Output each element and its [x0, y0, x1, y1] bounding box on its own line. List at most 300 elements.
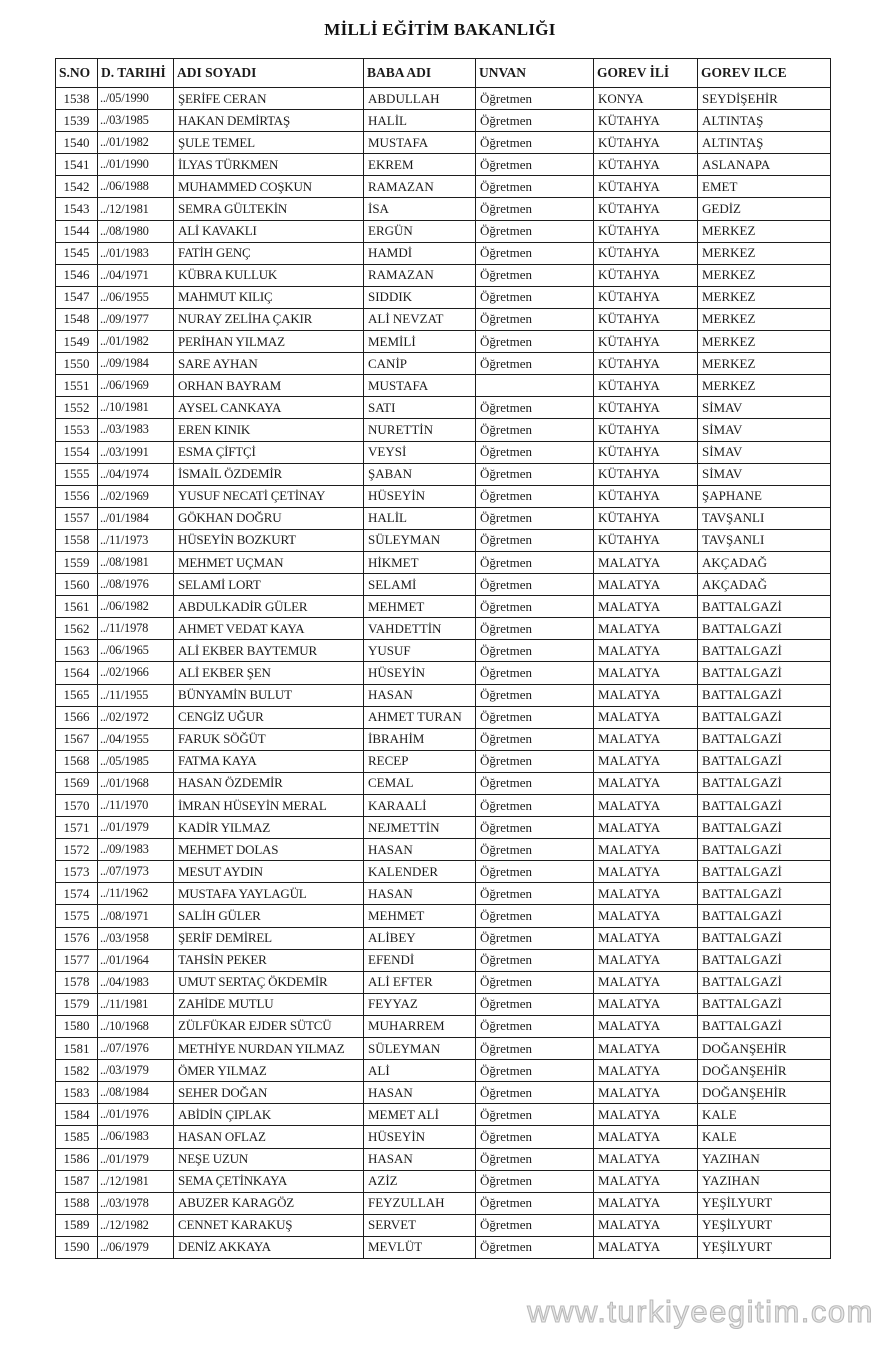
table-header-cell: ADI SOYADI — [174, 59, 364, 88]
table-cell: KÜTAHYA — [594, 176, 698, 198]
table-cell: GÖKHAN DOĞRU — [174, 507, 364, 529]
table-row — [56, 308, 831, 330]
table-cell: ALİ EFTER — [364, 971, 476, 993]
table-cell: Öğretmen — [476, 1192, 594, 1214]
table-cell: İSMAİL ÖZDEMİR — [174, 463, 364, 485]
table-cell: ../01/1982 — [98, 331, 174, 353]
table-cell: BATTALGAZİ — [698, 706, 831, 728]
table-cell: ABİDİN ÇIPLAK — [174, 1104, 364, 1126]
table-cell: İLYAS TÜRKMEN — [174, 154, 364, 176]
table-row — [56, 1060, 831, 1082]
table-cell: 1573 — [56, 861, 98, 883]
table-cell: 1551 — [56, 375, 98, 397]
table-cell: ZAHİDE MUTLU — [174, 993, 364, 1015]
table-cell: ../05/1990 — [98, 88, 174, 110]
table-cell: MERKEZ — [698, 286, 831, 308]
table-cell: ../11/1962 — [98, 883, 174, 905]
table-cell: SİMAV — [698, 397, 831, 419]
table-cell: HALİL — [364, 110, 476, 132]
table-cell: ../04/1974 — [98, 463, 174, 485]
table-cell: SEYDİŞEHİR — [698, 88, 831, 110]
table-cell: RECEP — [364, 750, 476, 772]
table-cell: SÜLEYMAN — [364, 529, 476, 551]
table-cell: ALİ KAVAKLI — [174, 220, 364, 242]
table-cell: KALE — [698, 1126, 831, 1148]
table-cell: AKÇADAĞ — [698, 551, 831, 573]
table-cell: ../06/1988 — [98, 176, 174, 198]
table-cell: SEMA ÇETİNKAYA — [174, 1170, 364, 1192]
table-cell: KÜTAHYA — [594, 507, 698, 529]
table-cell: Öğretmen — [476, 1015, 594, 1037]
table-cell: MALATYA — [594, 993, 698, 1015]
table-cell: Öğretmen — [476, 839, 594, 861]
table-row — [56, 1015, 831, 1037]
table-cell: MALATYA — [594, 1170, 698, 1192]
table-cell: 1580 — [56, 1015, 98, 1037]
table-cell: KÜTAHYA — [594, 154, 698, 176]
table-cell: 1588 — [56, 1192, 98, 1214]
table-row — [56, 574, 831, 596]
table-cell: YAZIHAN — [698, 1170, 831, 1192]
table-cell: TAVŞANLI — [698, 507, 831, 529]
table-row — [56, 640, 831, 662]
table-cell: Öğretmen — [476, 1104, 594, 1126]
table-cell: 1571 — [56, 817, 98, 839]
table-cell: SİMAV — [698, 441, 831, 463]
table-cell: HASAN — [364, 1082, 476, 1104]
table-cell: AYSEL CANKAYA — [174, 397, 364, 419]
table-cell: ERGÜN — [364, 220, 476, 242]
table-cell: BATTALGAZİ — [698, 1015, 831, 1037]
table-row — [56, 176, 831, 198]
table-row — [56, 1170, 831, 1192]
table-cell: KÜTAHYA — [594, 463, 698, 485]
table-cell: MALATYA — [594, 927, 698, 949]
table-cell: SIDDIK — [364, 286, 476, 308]
table-cell: Öğretmen — [476, 817, 594, 839]
table-cell: KÜTAHYA — [594, 242, 698, 264]
table-cell: ../04/1971 — [98, 264, 174, 286]
table-cell: 1552 — [56, 397, 98, 419]
table-cell: SELAMİ LORT — [174, 574, 364, 596]
table-cell: Öğretmen — [476, 750, 594, 772]
table-cell: Öğretmen — [476, 132, 594, 154]
table-cell: MEMET ALİ — [364, 1104, 476, 1126]
table-cell: ABDULLAH — [364, 88, 476, 110]
table-cell: MALATYA — [594, 772, 698, 794]
table-cell: KÜTAHYA — [594, 397, 698, 419]
table-cell: HÜSEYİN — [364, 662, 476, 684]
table-cell: MALATYA — [594, 551, 698, 573]
table-cell: MALATYA — [594, 1148, 698, 1170]
table-row — [56, 706, 831, 728]
table-cell: MALATYA — [594, 949, 698, 971]
table-cell: ../03/1978 — [98, 1192, 174, 1214]
table-row — [56, 529, 831, 551]
table-cell: MALATYA — [594, 795, 698, 817]
table-cell: ../01/1976 — [98, 1104, 174, 1126]
table-row — [56, 1082, 831, 1104]
table-cell: EFENDİ — [364, 949, 476, 971]
table-cell: Öğretmen — [476, 1038, 594, 1060]
table-cell: KÜBRA KULLUK — [174, 264, 364, 286]
table-cell: BATTALGAZİ — [698, 750, 831, 772]
table-cell: BATTALGAZİ — [698, 993, 831, 1015]
table-cell: 1540 — [56, 132, 98, 154]
table-row — [56, 463, 831, 485]
table-cell: ../08/1980 — [98, 220, 174, 242]
table-cell: HASAN — [364, 839, 476, 861]
table-cell: BATTALGAZİ — [698, 728, 831, 750]
table-row — [56, 242, 831, 264]
table-cell: 1554 — [56, 441, 98, 463]
table-cell: KÜTAHYA — [594, 529, 698, 551]
table-cell: Öğretmen — [476, 596, 594, 618]
table-cell: ../12/1982 — [98, 1214, 174, 1236]
table-cell: KÜTAHYA — [594, 441, 698, 463]
table-cell: ŞULE TEMEL — [174, 132, 364, 154]
table-row — [56, 132, 831, 154]
table-cell: Öğretmen — [476, 198, 594, 220]
table-cell: MUSTAFA YAYLAGÜL — [174, 883, 364, 905]
table-cell: MUSTAFA — [364, 132, 476, 154]
table-cell: ../08/1984 — [98, 1082, 174, 1104]
table-cell: Öğretmen — [476, 883, 594, 905]
table-cell: MERKEZ — [698, 264, 831, 286]
table-cell: NURAY ZELİHA ÇAKIR — [174, 308, 364, 330]
table-cell: Öğretmen — [476, 286, 594, 308]
table-cell: 1561 — [56, 596, 98, 618]
table-cell: ALTINTAŞ — [698, 132, 831, 154]
table-row — [56, 772, 831, 794]
table-cell: MALATYA — [594, 839, 698, 861]
table-cell: 1567 — [56, 728, 98, 750]
table-cell: MERKEZ — [698, 353, 831, 375]
table-cell: BATTALGAZİ — [698, 618, 831, 640]
table-cell: MALATYA — [594, 706, 698, 728]
table-cell: MALATYA — [594, 750, 698, 772]
table-row — [56, 861, 831, 883]
table-cell: MALATYA — [594, 618, 698, 640]
table-cell: HİKMET — [364, 551, 476, 573]
table-cell: Öğretmen — [476, 88, 594, 110]
table-cell: FATMA KAYA — [174, 750, 364, 772]
table-cell: ŞAPHANE — [698, 485, 831, 507]
table-cell: ../06/1969 — [98, 375, 174, 397]
table-cell: Öğretmen — [476, 905, 594, 927]
table-cell: Öğretmen — [476, 264, 594, 286]
table-row — [56, 1038, 831, 1060]
table-cell: 1585 — [56, 1126, 98, 1148]
table-cell: Öğretmen — [476, 419, 594, 441]
table-cell: HÜSEYİN — [364, 485, 476, 507]
table-cell: MALATYA — [594, 1038, 698, 1060]
table-cell: 1542 — [56, 176, 98, 198]
table-cell: MALATYA — [594, 596, 698, 618]
table-cell: Öğretmen — [476, 331, 594, 353]
table-header-cell: BABA ADI — [364, 59, 476, 88]
table-cell: MALATYA — [594, 905, 698, 927]
table-header-cell: GOREV İLİ — [594, 59, 698, 88]
table-cell: Öğretmen — [476, 529, 594, 551]
table-cell: 1558 — [56, 529, 98, 551]
table-cell: BATTALGAZİ — [698, 971, 831, 993]
table-cell: 1582 — [56, 1060, 98, 1082]
table-cell: SEHER DOĞAN — [174, 1082, 364, 1104]
table-cell: 1557 — [56, 507, 98, 529]
table-cell: ŞERİF DEMİREL — [174, 927, 364, 949]
table-cell: NURETTİN — [364, 419, 476, 441]
table-row — [56, 684, 831, 706]
table-cell: KALE — [698, 1104, 831, 1126]
table-cell: MALATYA — [594, 662, 698, 684]
table-cell: ALİ EKBER BAYTEMUR — [174, 640, 364, 662]
table-cell: SATI — [364, 397, 476, 419]
table-cell: MEHMET UÇMAN — [174, 551, 364, 573]
table-cell: HAMDİ — [364, 242, 476, 264]
table-cell: KÜTAHYA — [594, 198, 698, 220]
table-row — [56, 618, 831, 640]
table-cell: ../01/1984 — [98, 507, 174, 529]
table-row — [56, 198, 831, 220]
table-row — [56, 286, 831, 308]
table-cell: ÖMER YILMAZ — [174, 1060, 364, 1082]
table-cell: MERKEZ — [698, 375, 831, 397]
table-cell: FEYYAZ — [364, 993, 476, 1015]
table-cell: ../11/1970 — [98, 795, 174, 817]
table-cell: HASAN — [364, 883, 476, 905]
table-row — [56, 927, 831, 949]
table-cell: MALATYA — [594, 861, 698, 883]
table-cell: ../05/1985 — [98, 750, 174, 772]
table-cell: MALATYA — [594, 1214, 698, 1236]
table-cell: 1578 — [56, 971, 98, 993]
table-cell: KÜTAHYA — [594, 110, 698, 132]
table-cell: ../01/1982 — [98, 132, 174, 154]
table-cell: KALENDER — [364, 861, 476, 883]
table-cell: ../04/1955 — [98, 728, 174, 750]
table-cell: ../03/1991 — [98, 441, 174, 463]
table-cell: HALİL — [364, 507, 476, 529]
table-cell: MEHMET — [364, 596, 476, 618]
table-cell: GEDİZ — [698, 198, 831, 220]
table-cell: İBRAHİM — [364, 728, 476, 750]
table-cell: ALTINTAŞ — [698, 110, 831, 132]
table-cell: Öğretmen — [476, 728, 594, 750]
table-cell: Öğretmen — [476, 772, 594, 794]
table-cell: Öğretmen — [476, 220, 594, 242]
table-cell: KARAALİ — [364, 795, 476, 817]
table-cell: KADİR YILMAZ — [174, 817, 364, 839]
table-cell: MALATYA — [594, 971, 698, 993]
table-cell: BATTALGAZİ — [698, 927, 831, 949]
table-cell: ../09/1977 — [98, 308, 174, 330]
table-cell: NEŞE UZUN — [174, 1148, 364, 1170]
table-row — [56, 507, 831, 529]
table-cell: MALATYA — [594, 1236, 698, 1258]
table-cell: ABDULKADİR GÜLER — [174, 596, 364, 618]
table-cell: YUSUF — [364, 640, 476, 662]
table-cell: KÜTAHYA — [594, 375, 698, 397]
table-cell: ALİBEY — [364, 927, 476, 949]
table-cell: ../06/1965 — [98, 640, 174, 662]
table-cell: ../08/1971 — [98, 905, 174, 927]
table-cell: CEMAL — [364, 772, 476, 794]
table-cell: Öğretmen — [476, 861, 594, 883]
table-cell: FATİH GENÇ — [174, 242, 364, 264]
table-row — [56, 397, 831, 419]
table-cell: KÜTAHYA — [594, 264, 698, 286]
table-cell: İSA — [364, 198, 476, 220]
table-cell: Öğretmen — [476, 662, 594, 684]
table-row — [56, 1148, 831, 1170]
table-cell: ŞERİFE CERAN — [174, 88, 364, 110]
table-cell: MALATYA — [594, 1104, 698, 1126]
table-cell: 1563 — [56, 640, 98, 662]
table-cell: ../01/1979 — [98, 1148, 174, 1170]
table-cell: ../11/1978 — [98, 618, 174, 640]
table-cell: 1546 — [56, 264, 98, 286]
table-cell: 1538 — [56, 88, 98, 110]
table-cell: ORHAN BAYRAM — [174, 375, 364, 397]
table-cell: KONYA — [594, 88, 698, 110]
table-cell: 1579 — [56, 993, 98, 1015]
table-cell: 1570 — [56, 795, 98, 817]
table-cell: HASAN — [364, 684, 476, 706]
table-cell: ../03/1983 — [98, 419, 174, 441]
table-cell: ../06/1983 — [98, 1126, 174, 1148]
table-cell: MALATYA — [594, 574, 698, 596]
table-cell: EREN KINIK — [174, 419, 364, 441]
table-cell: ../03/1985 — [98, 110, 174, 132]
table-row — [56, 419, 831, 441]
table-cell: MERKEZ — [698, 242, 831, 264]
table-header-row — [56, 59, 831, 88]
table-cell: SARE AYHAN — [174, 353, 364, 375]
table-cell: ../11/1973 — [98, 529, 174, 551]
table-cell: TAHSİN PEKER — [174, 949, 364, 971]
table-cell: DOĞANŞEHİR — [698, 1060, 831, 1082]
table-cell: MERKEZ — [698, 308, 831, 330]
table-cell: Öğretmen — [476, 1082, 594, 1104]
table-row — [56, 993, 831, 1015]
table-cell: 1572 — [56, 839, 98, 861]
table-cell: MALATYA — [594, 1126, 698, 1148]
table-header-cell: S.NO — [56, 59, 98, 88]
table-cell: 1581 — [56, 1038, 98, 1060]
table-cell: SEMRA GÜLTEKİN — [174, 198, 364, 220]
table-cell: MALATYA — [594, 684, 698, 706]
table-cell: Öğretmen — [476, 795, 594, 817]
table-cell: BATTALGAZİ — [698, 949, 831, 971]
table-cell: ../10/1981 — [98, 397, 174, 419]
table-cell: Öğretmen — [476, 353, 594, 375]
table-row — [56, 154, 831, 176]
table-cell: BATTALGAZİ — [698, 839, 831, 861]
table-cell: İMRAN HÜSEYİN MERAL — [174, 795, 364, 817]
table-row — [56, 485, 831, 507]
table-cell: ../10/1968 — [98, 1015, 174, 1037]
table-cell: KÜTAHYA — [594, 132, 698, 154]
table-cell: Öğretmen — [476, 551, 594, 573]
table-cell: MALATYA — [594, 1082, 698, 1104]
table-row — [56, 971, 831, 993]
table-cell: ALİ NEVZAT — [364, 308, 476, 330]
table-cell: YUSUF NECATİ ÇETİNAY — [174, 485, 364, 507]
table-row — [56, 883, 831, 905]
table-body — [56, 88, 831, 1259]
table-cell: BATTALGAZİ — [698, 883, 831, 905]
table-row — [56, 596, 831, 618]
table-cell: MALATYA — [594, 1192, 698, 1214]
table-cell: MEHMET — [364, 905, 476, 927]
table-cell: ../03/1979 — [98, 1060, 174, 1082]
table-cell: ASLANAPA — [698, 154, 831, 176]
table-cell: FEYZULLAH — [364, 1192, 476, 1214]
table-row — [56, 795, 831, 817]
table-cell: ../09/1983 — [98, 839, 174, 861]
table-cell: AHMET VEDAT KAYA — [174, 618, 364, 640]
table-cell: UMUT SERTAÇ ÖKDEMİR — [174, 971, 364, 993]
table-cell: Öğretmen — [476, 618, 594, 640]
table-row — [56, 839, 831, 861]
table-cell: PERİHAN YILMAZ — [174, 331, 364, 353]
table-row — [56, 110, 831, 132]
table-cell: 1548 — [56, 308, 98, 330]
table-cell: ŞABAN — [364, 463, 476, 485]
table-cell: Öğretmen — [476, 927, 594, 949]
table-cell: 1565 — [56, 684, 98, 706]
table-cell: TAVŞANLI — [698, 529, 831, 551]
table-cell: 1577 — [56, 949, 98, 971]
table-cell: CENGİZ UĞUR — [174, 706, 364, 728]
table-cell: MUHARREM — [364, 1015, 476, 1037]
table-cell: MEVLÜT — [364, 1236, 476, 1258]
table-cell: MALATYA — [594, 883, 698, 905]
table-cell: FARUK SÖĞÜT — [174, 728, 364, 750]
table-cell: SÜLEYMAN — [364, 1038, 476, 1060]
table-row — [56, 441, 831, 463]
table-row — [56, 728, 831, 750]
table-cell: Öğretmen — [476, 1214, 594, 1236]
table-cell: MALATYA — [594, 1060, 698, 1082]
table-cell: MUHAMMED COŞKUN — [174, 176, 364, 198]
table-cell: 1544 — [56, 220, 98, 242]
table-cell: 1555 — [56, 463, 98, 485]
table-cell: ../01/1968 — [98, 772, 174, 794]
table-cell: Öğretmen — [476, 176, 594, 198]
table-cell: 1545 — [56, 242, 98, 264]
table-cell: MAHMUT KILIÇ — [174, 286, 364, 308]
table-cell: MALATYA — [594, 640, 698, 662]
table-cell: Öğretmen — [476, 242, 594, 264]
table-cell: MESUT AYDIN — [174, 861, 364, 883]
table-cell: Öğretmen — [476, 640, 594, 662]
table-cell: 1562 — [56, 618, 98, 640]
table-cell: 1589 — [56, 1214, 98, 1236]
table-cell: 1556 — [56, 485, 98, 507]
table-cell: DENİZ AKKAYA — [174, 1236, 364, 1258]
table-cell: ../11/1955 — [98, 684, 174, 706]
table-cell: 1568 — [56, 750, 98, 772]
table-cell: NEJMETTİN — [364, 817, 476, 839]
table-row — [56, 88, 831, 110]
table-cell: KÜTAHYA — [594, 308, 698, 330]
table-cell: DOĞANŞEHİR — [698, 1082, 831, 1104]
table-row — [56, 905, 831, 927]
table-cell: MALATYA — [594, 1015, 698, 1037]
table-row — [56, 1236, 831, 1258]
